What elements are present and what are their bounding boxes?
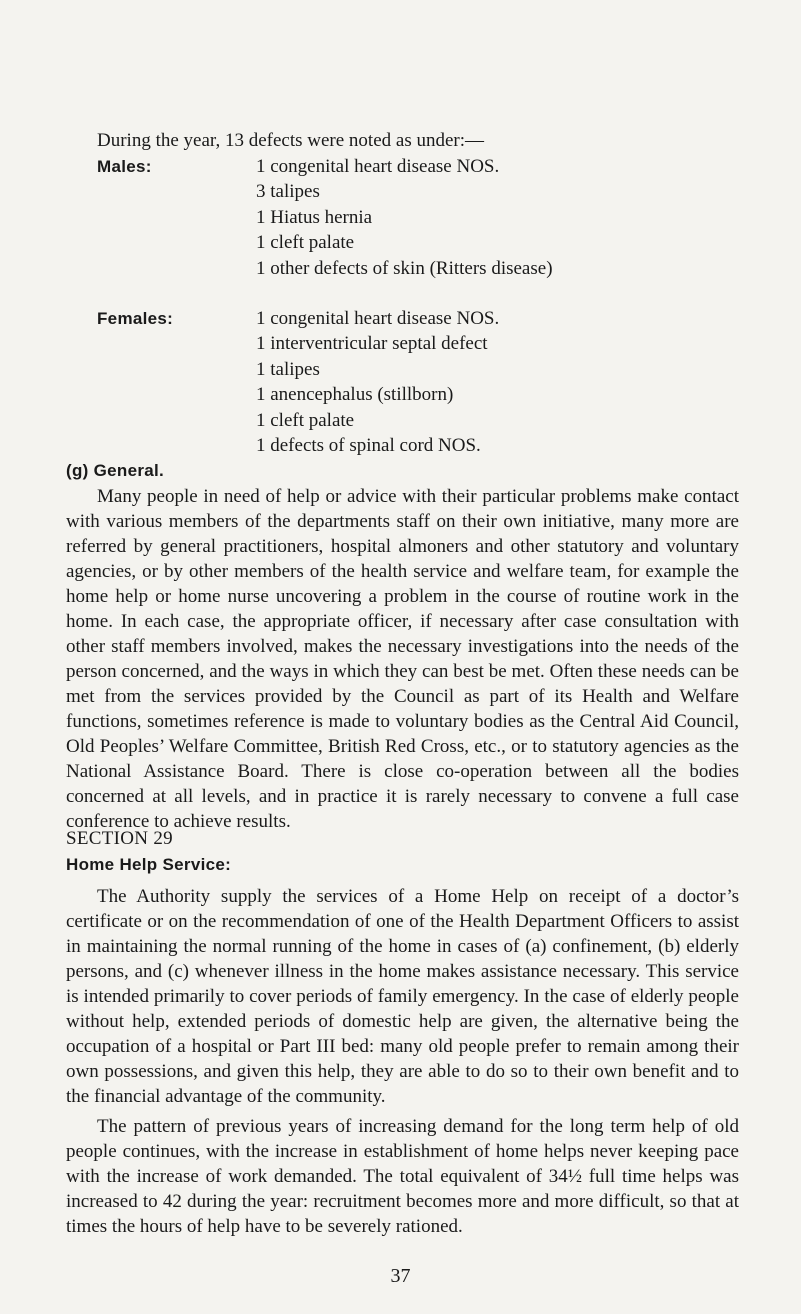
general-paragraph: Many people in need of help or advice with their particular problems make contact with various members of the departments staff on their own initiative, many more are referred by general practitioners, hospital almoners and other statutory and voluntary agencies, or by other members of the health service and welfare team, for example the home help or home nurse uncovering a problem in the course of routine work in the home. In each case, the appropriate officer, if necessary after case consultation with other staff members involved, makes the necessary investigations into the needs of the person concerned, and the ways in which they can best be met. Often these needs can be met from the services provided by the Council as part of its Health and Welfare functions, sometimes reference is made to voluntary bodies as the Central Aid Council, Old Peoples’ Welfare Committee, British Red Cross, etc., or to statutory agencies as the National Assistance Board. There is close co-operation between all the bodies concerned at all levels, and in practice it is rarely necessary to convene a full case conference to achieve results. bbox=[66, 486, 739, 832]
list-item: 1 talipes bbox=[256, 358, 320, 380]
section-heading: SECTION 29 bbox=[66, 828, 173, 849]
list-item: 1 other defects of skin (Ritters disease) bbox=[256, 257, 553, 279]
list-item: 1 cleft palate bbox=[256, 232, 355, 254]
list-item: 1 Hiatus hernia bbox=[256, 206, 373, 228]
defects-intro: During the year, 13 defects were noted as under:— bbox=[97, 130, 485, 151]
list-item: 1 cleft palate bbox=[256, 409, 355, 431]
page-number: 37 bbox=[390, 1265, 411, 1287]
home-help-paragraph-1: The Authority supply the services of a Home Help on receipt of a doctor’s certificate or on the recommendation of one of the Health Department Officers to assist in maintaining the normal running of the home in cases of (a) confinement, (b) elderly persons, and (c) whenever illness in the home makes assistance necessary. This service is intended primarily to cover periods of family emergency. In the case of elderly people without help, extended periods of domestic help are given, the alternative being the occupation of a hospital or Part III bed: many old people prefer to remain among their own possessions, and given this help, they are able to do so to their own benefit and to the financial advantage of the community. bbox=[66, 886, 739, 1107]
list-item: 3 talipes bbox=[256, 181, 320, 203]
males-label: Males: bbox=[97, 157, 152, 176]
females-label: Females: bbox=[97, 309, 174, 328]
list-item: 1 interventricular septal defect bbox=[256, 333, 488, 355]
females-defects-list bbox=[256, 306, 499, 458]
males-defects-list bbox=[256, 154, 553, 281]
list-item: 1 anencephalus (stillborn) bbox=[256, 384, 454, 406]
list-item: 1 congenital heart disease NOS. bbox=[256, 156, 500, 177]
list-item: 1 defects of spinal cord NOS. bbox=[256, 434, 481, 456]
home-help-heading: Home Help Service: bbox=[66, 855, 232, 874]
general-heading: (g) General. bbox=[66, 461, 165, 480]
list-item: 1 congenital heart disease NOS. bbox=[256, 308, 500, 329]
home-help-paragraph-2: The pattern of previous years of increasing demand for the long term help of old people continues, with the increase in establishment of home helps never keeping pace with the increase of work demanded. The total equivalent of 34½ full time helps was increased to 42 during the year: recruitment becomes more and more difficult, so that at times the hours of help have to be severely rationed. bbox=[66, 1116, 739, 1237]
